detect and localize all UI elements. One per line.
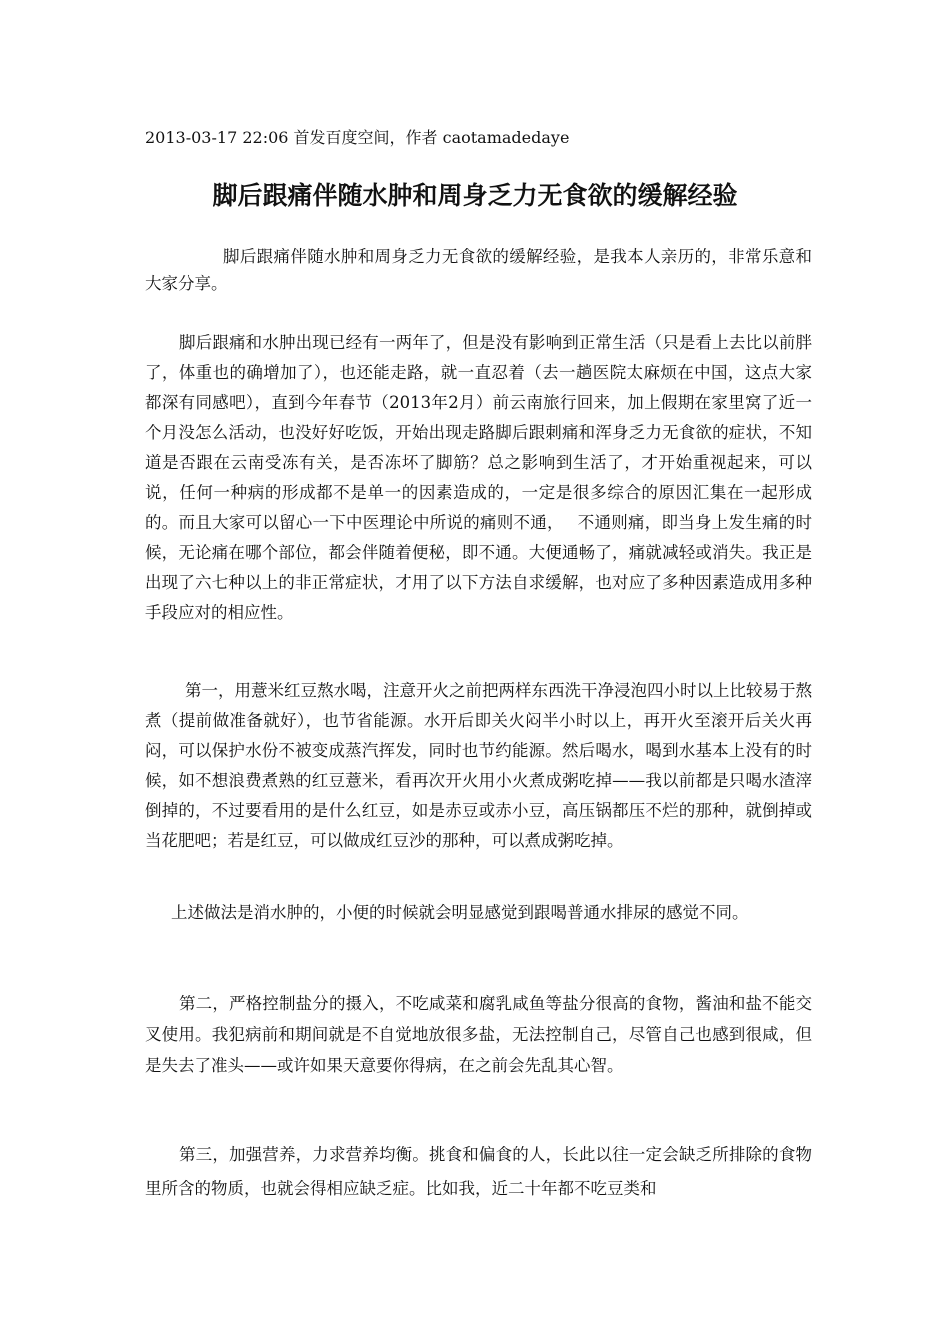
post-meta-line: 2013-03-17 22:06 首发百度空间，作者 caotamadedaye: [145, 128, 570, 147]
paragraph-method-three: 第三，加强营养，力求营养均衡。挑食和偏食的人，长此以往一定会缺乏所排除的食物里所含的物质，也就会得相应缺乏症。比如我，近二十年都不吃豆类和: [145, 1145, 812, 1198]
paragraph-method-one: 第一，用薏米红豆熬水喝，注意开火之前把两样东西洗干净浸泡四小时以上比较易于熬煮（提前做准备就好），也节省能源。水开后即关火闷半小时以上，再开火至滚开后关火再闷，可以保护水份不被变成蒸汽挥发，同时也节约能源。然后喝水，喝到水基本上没有的时候，如不想浪费煮熟的红豆薏米，看再次开火用小火煮成粥吃掉——我以前都是只喝水渣滓倒掉的，不过要看用的是什么红豆，如是赤豆或赤小豆，高压锅都压不烂的那种，就倒掉或当花肥吧；若是红豆，可以做成红豆沙的那种，可以煮成粥吃掉。: [145, 681, 812, 850]
article-title: 脚后跟痛伴随水肿和周身乏力无食欲的缓解经验: [212, 181, 738, 210]
paragraph-intro: 脚后跟痛伴随水肿和周身乏力无食欲的缓解经验，是我本人亲历的，非常乐意和大家分享。: [145, 247, 812, 293]
paragraph-background: 脚后跟痛和水肿出现已经有一两年了，但是没有影响到正常生活（只是看上去比以前胖了，体重也的确增加了），也还能走路，就一直忍着（去一趟医院太麻烦在中国，这点大家都深有同感吧），直到今年春节（2013年2月）前云南旅行回来，加上假期在家里窝了近一个月没怎么活动，也没好好吃饭，开始出现走路脚后跟刺痛和浑身乏力无食欲的症状，不知道是否跟在云南受冻有关，是否冻坏了脚筋？总之影响到生活了，才开始重视起来，可以说，任何一种病的形成都不是单一的因素造成的，一定是很多综合的原因汇集在一起形成的。而且大家可以留心一下中医理论中所说的痛则不通， 不通则痛，即当身上发生痛的时候，无论痛在哪个部位，都会伴随着便秘，即不通。大便通畅了，痛就减轻或消失。我正是出现了六七种以上的非正常症状，才用了以下方法自求缓解，也对应了多种因素造成用多种手段应对的相应性。: [145, 333, 812, 622]
paragraph-method-one-note: 上述做法是消水肿的，小便的时候就会明显感觉到跟喝普通水排尿的感觉不同。: [171, 903, 749, 922]
paragraph-method-two: 第二，严格控制盐分的摄入，不吃咸菜和腐乳咸鱼等盐分很高的食物，酱油和盐不能交叉使用。我犯病前和期间就是不自觉地放很多盐，无法控制自己，尽管自己也感到很咸，但是失去了准头——或许如果天意要你得病，在之前会先乱其心智。: [145, 994, 812, 1075]
